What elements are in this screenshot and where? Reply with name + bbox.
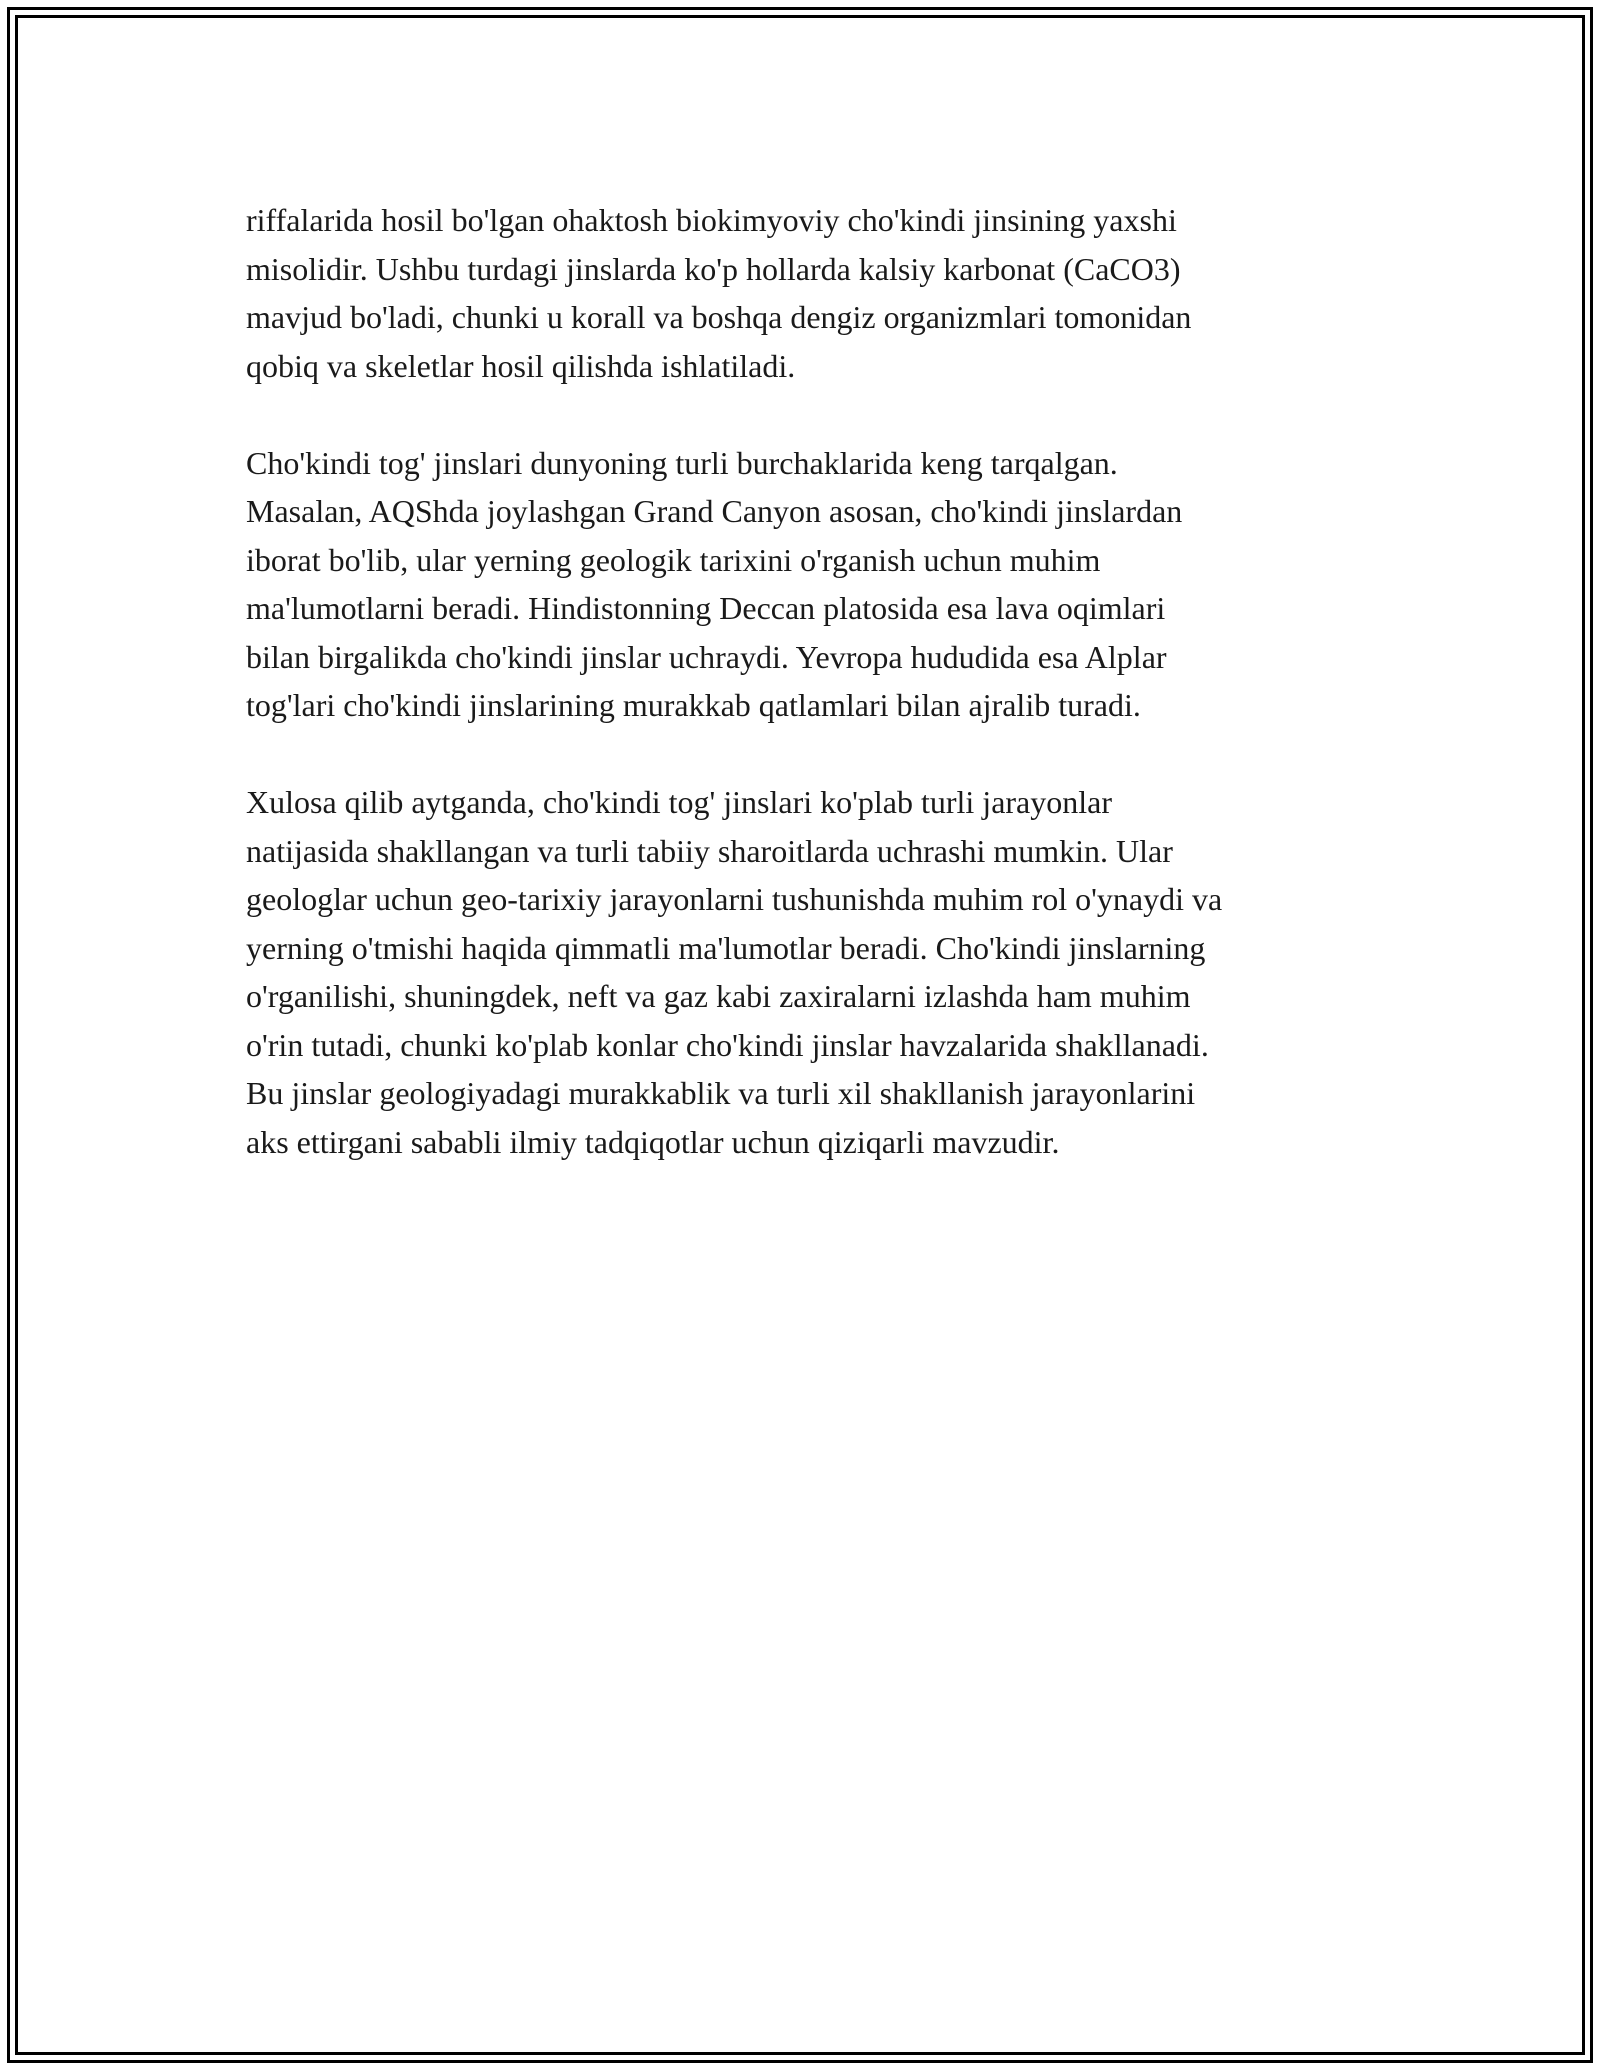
paragraph-1 <box>246 196 1376 390</box>
paragraph-3 <box>246 778 1376 1166</box>
paragraph-line: o'rganilishi, shuningdek, neft va gaz kabi zaxiralarni izlashda ham muhim <box>246 978 1191 1014</box>
paragraph-line: ma'lumotlarni beradi. Hindistonning Deccan platosida esa lava oqimlari <box>246 590 1166 626</box>
paragraph-line: natijasida shakllangan va turli tabiiy sharoitlarda uchrashi mumkin. Ular <box>246 832 1173 869</box>
paragraph-line: iborat bo'lib, ular yerning geologik tarixini o'rganish uchun muhim <box>246 541 1101 578</box>
paragraph-line: aks ettirgani sababli ilmiy tadqiqotlar uchun qiziqarli mavzudir. <box>246 1123 1060 1160</box>
paragraph-line: mavjud bo'ladi, chunki u korall va boshqa dengiz organizmlari tomonidan <box>246 299 1192 335</box>
paragraph-line: tog'lari cho'kindi jinslarining murakkab qatlamlari bilan ajralib turadi. <box>246 687 1141 723</box>
paragraph-line: qobiq va skeletlar hosil qilishda ishlatiladi. <box>246 347 796 384</box>
page-frame <box>7 7 1593 2063</box>
paragraph-line: riffalarida hosil bo'lgan ohaktosh biokimyoviy cho'kindi jinsining yaxshi <box>246 202 1177 238</box>
document-body <box>246 196 1376 1215</box>
paragraph-line: o'rin tutadi, chunki ko'plab konlar cho'kindi jinslar havzalarida shakllanadi. <box>246 1026 1209 1063</box>
paragraph-line: Cho'kindi tog' jinslari dunyoning turli burchaklarida keng tarqalgan. <box>246 444 1118 481</box>
paragraph-line: Masalan, AQShda joylashgan Grand Canyon asosan, cho'kindi jinslardan <box>246 493 1183 529</box>
paragraph-line: geologlar uchun geo-tarixiy jarayonlarni tushunishda muhim rol o'ynaydi va <box>246 881 1223 917</box>
paragraph-line: bilan birgalikda cho'kindi jinslar uchraydi. Yevropa hududida esa Alplar <box>246 638 1167 675</box>
paragraph-2 <box>246 439 1376 730</box>
paragraph-line: yerning o'tmishi haqida qimmatli ma'lumotlar beradi. Cho'kindi jinslarning <box>246 929 1206 966</box>
paragraph-line: Xulosa qilib aytganda, cho'kindi tog' jinslari ko'plab turli jarayonlar <box>246 784 1112 820</box>
paragraph-line: misolidir. Ushbu turdagi jinslarda ko'p hollarda kalsiy karbonat (CaCO3) <box>246 250 1181 287</box>
paragraph-line: Bu jinslar geologiyadagi murakkablik va turli xil shakllanish jarayonlarini <box>246 1075 1196 1111</box>
